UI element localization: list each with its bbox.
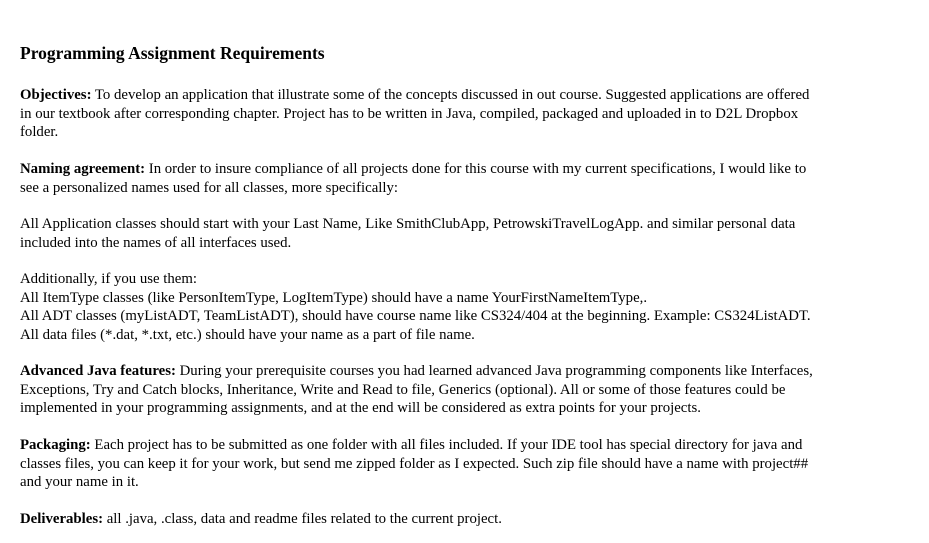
advanced-label: Advanced Java features: [20,363,176,379]
additional-line-3: All ADT classes (myListADT, TeamListADT), should have course name like CS324/404 at the beginning. Example: CS324ListADT. [20,308,811,325]
naming-agreement-paragraph [20,160,900,197]
additional-line-2: All ItemType classes (like PersonItemType, LogItemType) should have a name YourFirstNameItemType,. [20,289,648,306]
objectives-label: Objectives: [20,87,92,103]
naming-text-1: In order to insure compliance of all projects done for this course with my current specifications, I would like to [145,161,807,177]
deliverables-text-1: all .java, .class, data and readme files related to the current project. [103,511,502,527]
advanced-java-paragraph [20,362,900,418]
packaging-label: Packaging: [20,437,91,453]
deliverables-line-1 [20,510,900,529]
objectives-line-3: folder. [20,124,59,141]
objectives-text-1: To develop an application that illustrate some of the concepts discussed in out course. Suggested applications are offered [91,87,810,103]
objectives-line-1 [20,86,900,105]
naming-label: Naming agreement: [20,161,146,177]
naming-line-1 [20,160,900,179]
deliverables-label: Deliverables: [20,511,104,527]
advanced-line-3: implemented in your programming assignments, and at the end will be considered as extra points for your projects. [20,400,701,417]
packaging-line-2: classes files, you can keep it for your work, but send me zipped folder as I expected. Such zip file should have a name with project## [20,455,809,472]
naming-line-2: see a personalized names used for all classes, more specifically: [20,179,398,196]
additional-line-4: All data files (*.dat, *.txt, etc.) should have your name as a part of file name. [20,326,475,343]
advanced-line-1 [20,362,900,381]
packaging-paragraph [20,436,900,492]
last-name-line-2: included into the names of all interfaces used. [20,234,292,251]
packaging-line-1 [20,436,900,455]
packaging-text-1: Each project has to be submitted as one folder with all files included. If your IDE tool has special directory for java and [90,437,803,453]
advanced-line-2: Exceptions, Try and Catch blocks, Inheritance, Write and Read to file, Generics (optional). All or some of those features could be [20,381,786,398]
page-title: Programming Assignment Requirements [20,43,325,63]
objectives-line-2: in our textbook after corresponding chapter. Project has to be written in Java, compiled, packaged and uploaded in to D2L Dropbox [20,105,799,122]
last-name-line-1: All Application classes should start with your Last Name, Like SmithClubApp, PetrowskiTravelLogApp. and similar personal data [20,216,796,232]
additional-line-1: Additionally, if you use them: [20,271,197,287]
deliverables-paragraph [20,510,900,529]
packaging-line-3: and your name in it. [20,474,139,491]
advanced-text-1: During your prerequisite courses you had learned advanced Java programming components like Interfaces, [175,363,813,379]
additional-rules-paragraph [20,270,900,344]
last-name-rule-paragraph [20,215,900,252]
objectives-paragraph [20,86,900,142]
